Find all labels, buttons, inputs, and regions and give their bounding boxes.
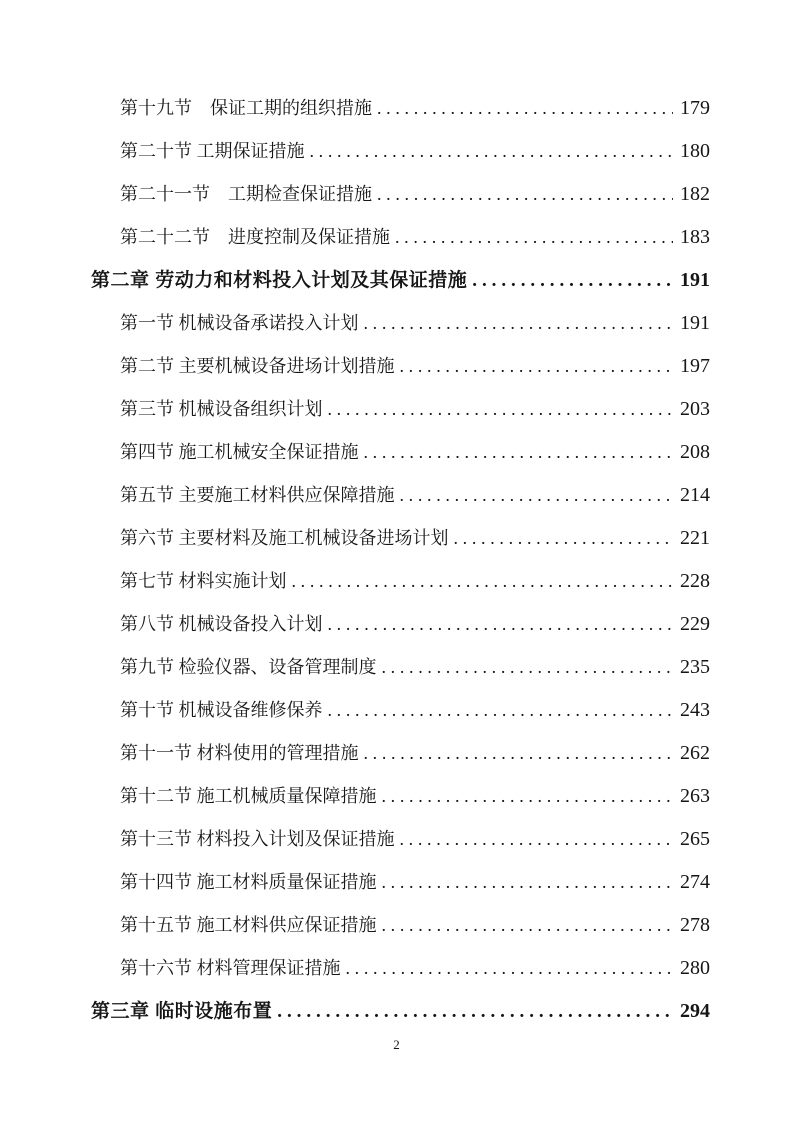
toc-entry-label: 第十四节 施工材料质量保证措施	[120, 872, 377, 892]
toc-leader-dots	[364, 302, 674, 345]
toc-entry[interactable]	[91, 216, 710, 259]
toc-entry-label: 第九节 检验仪器、设备管理制度	[120, 657, 377, 677]
toc-entry-page: 214	[680, 484, 710, 506]
toc-entry[interactable]	[91, 990, 710, 1033]
toc-entry-page: 229	[680, 613, 710, 635]
toc-entry-label: 第十三节 材料投入计划及保证措施	[120, 829, 395, 849]
toc-entry-label: 第一节 机械设备承诺投入计划	[120, 313, 359, 333]
toc-entry-label: 第十二节 施工机械质量保障措施	[120, 786, 377, 806]
toc-entry-page: 203	[680, 398, 710, 420]
toc-entry[interactable]	[91, 560, 710, 603]
page-footer	[0, 1036, 793, 1054]
toc-leader-dots	[346, 947, 674, 990]
toc-entry-page: 208	[680, 441, 710, 463]
toc-entry[interactable]	[91, 87, 710, 130]
toc-leader-dots	[400, 474, 674, 517]
toc-entry[interactable]	[91, 818, 710, 861]
toc-entry[interactable]	[91, 947, 710, 990]
toc-entry-label: 第三章 临时设施布置	[91, 1001, 273, 1022]
toc-entry-page: 294	[680, 1000, 710, 1022]
page-number: 2	[393, 1037, 400, 1052]
toc-entry[interactable]	[91, 646, 710, 689]
toc-entry-label: 第六节 主要材料及施工机械设备进场计划	[120, 528, 449, 548]
toc-leader-dots	[454, 517, 674, 560]
toc-leader-dots	[472, 259, 673, 302]
toc-entry-label: 第二节 主要机械设备进场计划措施	[120, 356, 395, 376]
toc-entry-page: 274	[680, 871, 710, 893]
toc-entry-label: 第十九节 保证工期的组织措施	[120, 98, 372, 118]
toc-entry[interactable]	[91, 904, 710, 947]
toc-entry-page: 243	[680, 699, 710, 721]
toc-entry-page: 263	[680, 785, 710, 807]
toc-leader-dots	[382, 861, 674, 904]
toc-entry-label: 第四节 施工机械安全保证措施	[120, 442, 359, 462]
toc-leader-dots	[382, 904, 674, 947]
toc-entry[interactable]	[91, 517, 710, 560]
toc-leader-dots	[382, 646, 674, 689]
toc-leader-dots	[377, 87, 673, 130]
toc-entry-label: 第二十节 工期保证措施	[120, 141, 305, 161]
toc-leader-dots	[328, 603, 674, 646]
toc-entry-page: 180	[680, 140, 710, 162]
toc-entry-page: 182	[680, 183, 710, 205]
toc-entry-page: 221	[680, 527, 710, 549]
toc-entry-page: 278	[680, 914, 710, 936]
toc-entry-label: 第二章 劳动力和材料投入计划及其保证措施	[91, 270, 468, 291]
toc-entry-page: 191	[680, 312, 710, 334]
toc-entry-label: 第五节 主要施工材料供应保障措施	[120, 485, 395, 505]
toc-entry[interactable]	[91, 345, 710, 388]
toc-leader-dots	[310, 130, 674, 173]
toc-entry-label: 第十一节 材料使用的管理措施	[120, 743, 359, 763]
toc-entry-label: 第二十一节 工期检查保证措施	[120, 184, 372, 204]
toc-entry-page: 179	[680, 97, 710, 119]
toc-entry[interactable]	[91, 732, 710, 775]
toc-entry[interactable]	[91, 388, 710, 431]
toc-entry[interactable]	[91, 302, 710, 345]
toc-entry-label: 第十五节 施工材料供应保证措施	[120, 915, 377, 935]
toc-entry-page: 235	[680, 656, 710, 678]
toc-leader-dots	[364, 431, 674, 474]
toc-entry-label: 第七节 材料实施计划	[120, 571, 287, 591]
toc-leader-dots	[328, 689, 674, 732]
toc-entry[interactable]	[91, 775, 710, 818]
toc-leader-dots	[377, 173, 673, 216]
toc-leader-dots	[328, 388, 674, 431]
toc-entry-label: 第三节 机械设备组织计划	[120, 399, 323, 419]
toc-entry-label: 第十六节 材料管理保证措施	[120, 958, 341, 978]
toc-entry[interactable]	[91, 259, 710, 302]
toc-leader-dots	[382, 775, 674, 818]
toc-entry-label: 第二十二节 进度控制及保证措施	[120, 227, 390, 247]
toc-entry-page: 228	[680, 570, 710, 592]
toc-leader-dots	[277, 990, 673, 1033]
toc-entry[interactable]	[91, 689, 710, 732]
toc-entry[interactable]	[91, 173, 710, 216]
toc-entry[interactable]	[91, 431, 710, 474]
toc-entry-page: 197	[680, 355, 710, 377]
toc-entry-label: 第十节 机械设备维修保养	[120, 700, 323, 720]
toc-entry-page: 183	[680, 226, 710, 248]
toc-entry[interactable]	[91, 603, 710, 646]
toc-entry[interactable]	[91, 130, 710, 173]
toc-leader-dots	[364, 732, 674, 775]
toc-entry-page: 191	[680, 269, 710, 291]
toc-entry-page: 262	[680, 742, 710, 764]
toc-leader-dots	[400, 345, 674, 388]
toc-leader-dots	[400, 818, 674, 861]
toc-entry-page: 280	[680, 957, 710, 979]
toc-entry[interactable]	[91, 861, 710, 904]
toc-leader-dots	[292, 560, 674, 603]
toc-entry[interactable]	[91, 474, 710, 517]
toc-leader-dots	[395, 216, 673, 259]
toc-entry-page: 265	[680, 828, 710, 850]
toc-entry-label: 第八节 机械设备投入计划	[120, 614, 323, 634]
